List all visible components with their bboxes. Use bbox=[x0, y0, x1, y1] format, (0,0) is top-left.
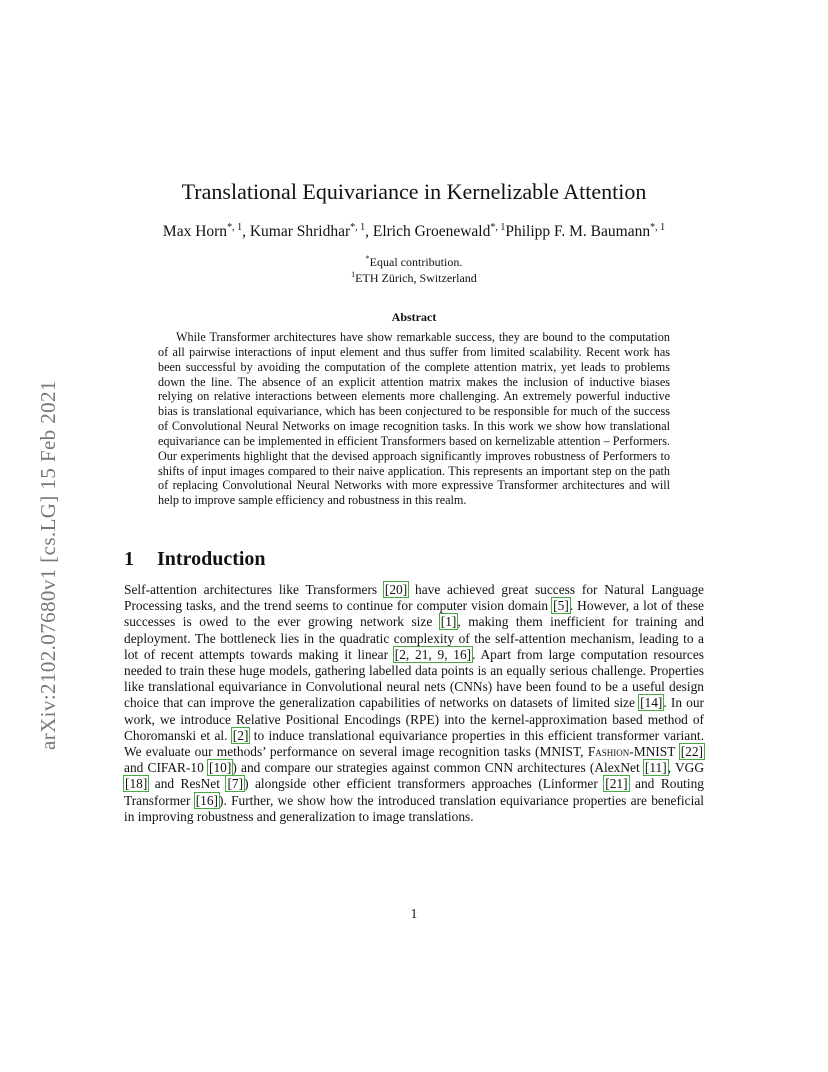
equal-contribution-note: Equal contribution. bbox=[369, 255, 463, 269]
body-text: . However, a lot of these successes is owed to the ever growing network size bbox=[124, 598, 704, 630]
author-mark: *, 1 bbox=[350, 222, 366, 233]
citation-link[interactable]: [7] bbox=[227, 776, 244, 792]
author-mark: *, bbox=[490, 222, 501, 233]
author-name: Kumar Shridhar bbox=[249, 223, 351, 240]
citation-link[interactable]: [14] bbox=[640, 695, 663, 711]
body-text: and Routing Transformer bbox=[124, 776, 704, 808]
abstract-heading: Abstract bbox=[391, 310, 437, 324]
author-name: Max Horn bbox=[162, 223, 228, 240]
citation-link[interactable]: [18] bbox=[125, 776, 148, 792]
abstract-text: While Transformer architectures have show remarkable success, they are bound to the computation of all pairwise interactions of input element and thus suffer from limited scalability. Recent work has been successful by avoiding the computation of the complete attention matrix, yet leads to problems down the line. The absence of an explicit attention matrix makes the inclusion of inductive biases relying on relative interactions between elements more challenging. An extremely powerful inductive bias is translational equivariance, which has been conjectured to be responsible for much of the success of Convolutional Neural Networks on image recognition tasks. In this work we show how translational equivariance can be implemented in efficient Transformers based on kernelizable attention – Performers. Our experiments highlight that the devised approach significantly improves robustness of Performers to shifts of input images compared to their naive application. This represents an important step on the path of replacing Convolutional Neural Networks with more expressive Transformer architectures and will help to improve sample efficiency and robustness in this realm. bbox=[158, 330, 670, 508]
author-name: Elrich Groenewald bbox=[372, 223, 491, 240]
affiliations bbox=[0, 254, 828, 286]
body-text: , VGG bbox=[667, 760, 704, 776]
citation-link[interactable]: [16] bbox=[195, 792, 219, 808]
body-text: . In our work, we introduce Relative Positional Encodings (RPE) into the kernel-approximation based method of Choromanski et al. bbox=[124, 695, 704, 743]
section-heading bbox=[124, 546, 266, 572]
institution-mark: 1 bbox=[351, 270, 356, 279]
citation-link[interactable]: [1] bbox=[440, 614, 457, 630]
citation-link[interactable]: [10] bbox=[209, 760, 232, 776]
section-number: 1 bbox=[124, 548, 134, 570]
citation-link[interactable]: [22] bbox=[680, 744, 703, 760]
citation-link[interactable]: [5] bbox=[553, 598, 569, 614]
citation-link[interactable]: [2] bbox=[232, 727, 249, 743]
citation-link[interactable]: [21] bbox=[605, 776, 628, 792]
arxiv-side-stamp: arXiv:2102.07680v1 [cs.LG] 15 Feb 2021 bbox=[36, 380, 60, 750]
body-text: , making them inefficient for training and deployment. The bottleneck lies in the quadratic complexity of the self-attention mechanism, leading to a lot of recent attempts towards making it linear bbox=[124, 614, 704, 662]
body-text: to induce translational equivariance properties in this efficient transformer variant. We evaluate our methods’ performance on several image recognition tasks (MNIST, bbox=[124, 727, 704, 760]
body-text: and ResNet bbox=[148, 776, 227, 792]
equal-contribution-mark: * bbox=[365, 254, 370, 263]
author-mark: *, 1 bbox=[227, 222, 243, 233]
paper-title: Translational Equivariance in Kernelizable Attention bbox=[181, 179, 647, 204]
author-list: Max Horn$^{*, 1}$, Kumar Shridhar$^{*, 1}$, Elrich Groenewald*, $^1$Philipp F. M. Baumann$^{*, 1}$ bbox=[162, 222, 666, 240]
body-text: and CIFAR-10 bbox=[124, 760, 209, 776]
page-number: 1 bbox=[410, 906, 418, 921]
citation-link[interactable]: [2, 21, 9, 16] bbox=[394, 646, 472, 662]
institution-name: ETH Zürich, Switzerland bbox=[355, 271, 477, 285]
body-text: ) and compare our strategies against common CNN architectures (AlexNet bbox=[232, 760, 644, 776]
author-mark: 1 bbox=[500, 222, 506, 233]
citation-link[interactable]: [11] bbox=[644, 760, 667, 776]
introduction-paragraph bbox=[124, 582, 704, 825]
body-text: Self-attention architectures like Transformers bbox=[124, 582, 384, 597]
section-title: Introduction bbox=[157, 548, 266, 570]
body-text: ) alongside other efficient transformers approaches (Linformer bbox=[244, 776, 605, 792]
body-text: ). Further, we show how the introduced translation equivariance properties are beneficial in improving robustness and generalization to image translations. bbox=[124, 792, 704, 824]
dataset-name: Fashion-MNIST bbox=[587, 744, 676, 760]
author-mark: *, 1 bbox=[650, 222, 666, 233]
body-text: . Apart from large computation resources needed to train these huge models, gathering labelled data points is an equally serious challenge. Properties like translational equivariance in Convolutional neural nets (CNNs) have been found to be a useful design choice that can improve the generalization capabilities of networks on datasets of limited size bbox=[124, 646, 704, 711]
author-name: Philipp F. M. Baumann bbox=[505, 223, 651, 240]
body-text: have achieved great success for Natural Language Processing tasks, and the trend seems to continue for computer vision domain bbox=[124, 582, 704, 614]
citation-link[interactable]: [20] bbox=[384, 582, 408, 597]
